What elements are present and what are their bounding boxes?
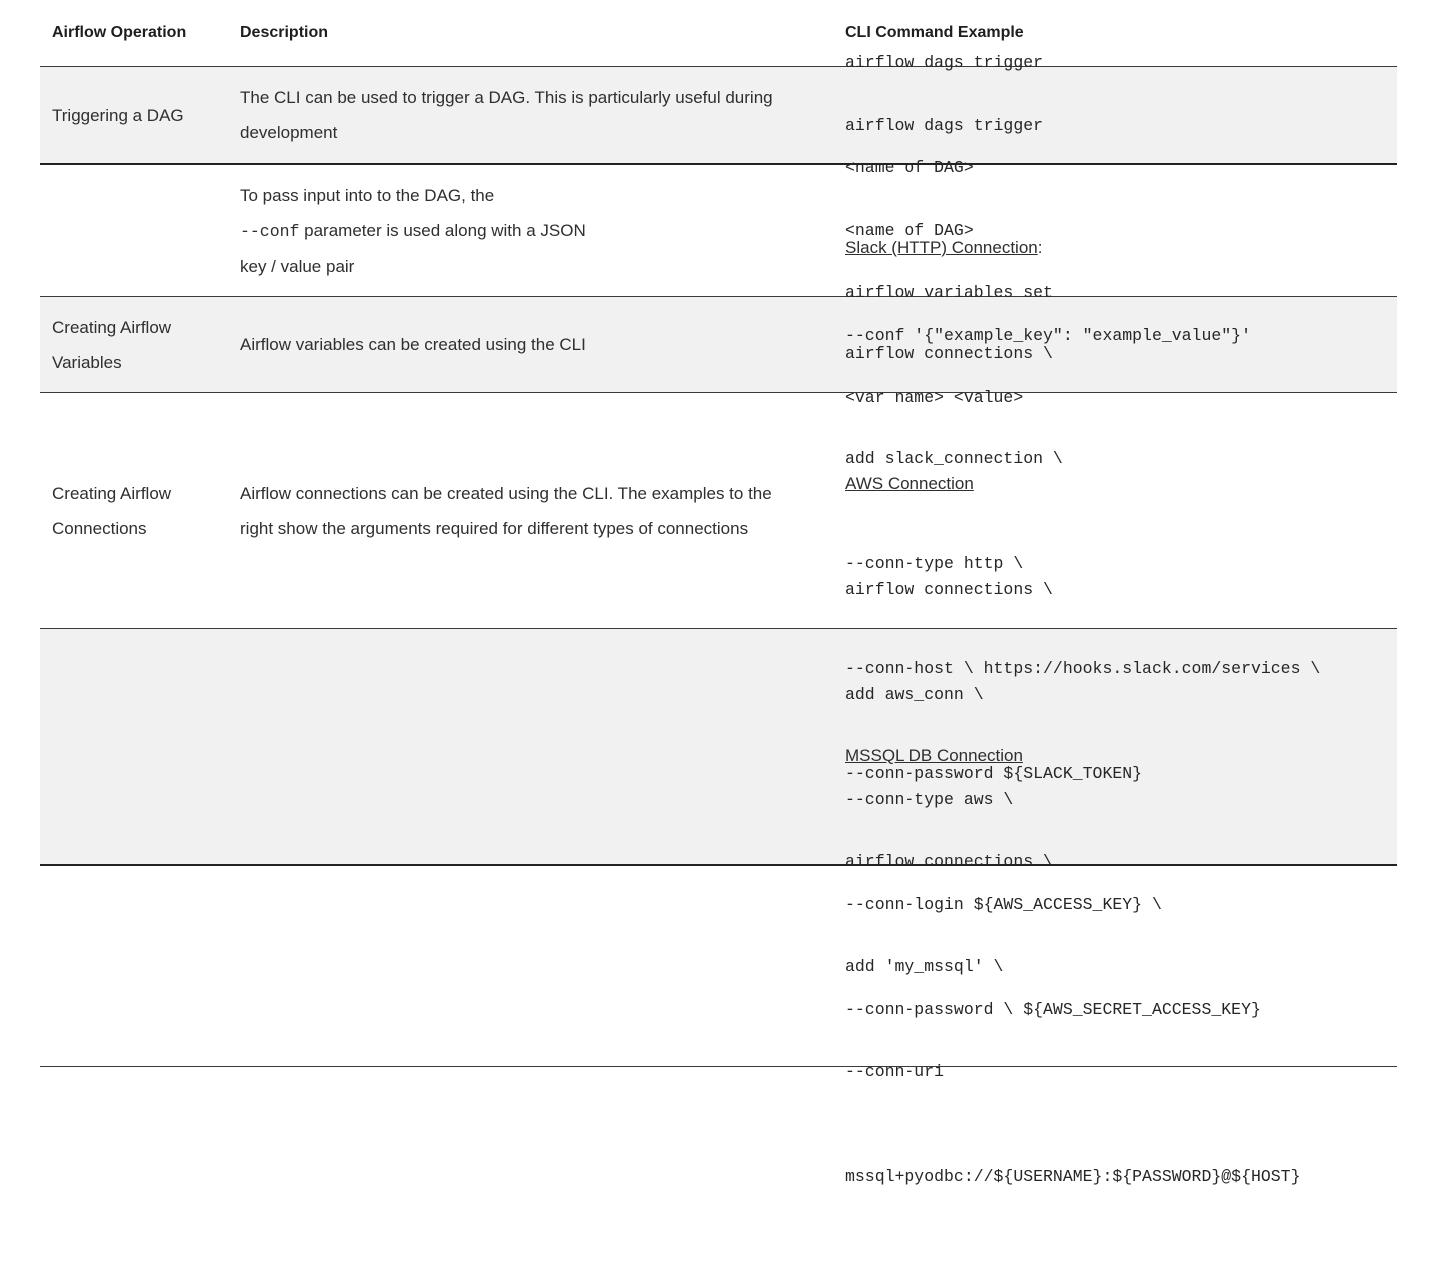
cli-line: --conn-uri [845, 1062, 945, 1081]
description-cell [230, 80, 835, 150]
mssql-connection-link[interactable]: MSSQL DB Connection [845, 746, 1023, 765]
airflow-cli-table [40, 0, 1397, 1186]
description-text: To pass input into to the DAG, the [240, 185, 495, 205]
cli-line: <name of DAG> [845, 158, 974, 177]
description-text: Airflow connections can be created using the CLI. The examples to the [240, 483, 772, 503]
description-cell [230, 178, 835, 284]
cli-line: airflow connections \ [845, 580, 1053, 599]
cli-line: airflow dags trigger [845, 53, 1044, 72]
cli-line: --conf '{"example_key": "example_value"}' [845, 326, 1251, 345]
operation-text: Variables [52, 352, 122, 372]
cli-line: --conn-type aws \ [845, 790, 1014, 809]
aws-connection-link[interactable]: AWS Connection [845, 474, 974, 493]
description-cell [230, 327, 835, 362]
description-text: The CLI can be used to trigger a DAG. This is particularly useful during [240, 88, 773, 107]
cli-line: add slack_connection \ [845, 449, 1063, 468]
operation-text: Creating Airflow [52, 317, 172, 337]
operation-cell [40, 98, 230, 133]
cli-line: mssql+pyodbc://${USERNAME}:${PASSWORD}@${HOST} [845, 1167, 1301, 1186]
cli-line: add aws_conn \ [845, 685, 984, 704]
cli-line: --conn-host \ https://hooks.slack.com/services \ [845, 659, 1321, 678]
description-text: Airflow variables can be created using the CLI [240, 335, 586, 354]
cli-line: --conn-password \ ${AWS_SECRET_ACCESS_KEY} [845, 1000, 1261, 1019]
cli-line: --conn-password ${SLACK_TOKEN} [845, 764, 1143, 783]
description-text [240, 213, 835, 249]
cli-cell [835, 668, 1397, 1264]
cli-line: airflow connections \ [845, 852, 1053, 871]
cli-link-line [845, 738, 1397, 774]
description-text: key / value pair [240, 256, 355, 276]
link-suffix: : [1037, 238, 1043, 257]
description-text: right show the arguments required for different types of connections [240, 518, 749, 538]
cli-link-line [845, 230, 1397, 266]
header-cli: CLI Command Example [845, 24, 1024, 41]
cli-link-line [845, 466, 1397, 502]
operation-text: Triggering a DAG [52, 105, 184, 125]
operation-cell [40, 476, 230, 546]
inline-code: --conf [240, 221, 300, 241]
cli-line: <var name> <value> [845, 387, 1024, 407]
cli-line: <name of DAG> [845, 221, 974, 240]
operation-text: Connections [52, 518, 147, 538]
header-description: Description [240, 24, 329, 41]
cli-line: airflow variables set [845, 282, 1053, 302]
description-cell [230, 476, 835, 546]
cli-line: airflow dags trigger [845, 116, 1044, 135]
operation-text: Creating Airflow [52, 483, 172, 503]
slack-connection-link[interactable]: Slack (HTTP) Connection [845, 238, 1038, 257]
description-text: development [240, 123, 338, 142]
cli-line: airflow connections \ [845, 344, 1053, 363]
cli-line: add 'my_mssql' \ [845, 957, 1004, 976]
operation-cell [40, 310, 230, 380]
description-text-rest: parameter is used along with a JSON [299, 220, 586, 240]
cli-line: --conn-login ${AWS_ACCESS_KEY} \ [845, 895, 1162, 914]
cli-line: --conn-type http \ [845, 554, 1024, 573]
header-operation: Airflow Operation [52, 24, 187, 41]
